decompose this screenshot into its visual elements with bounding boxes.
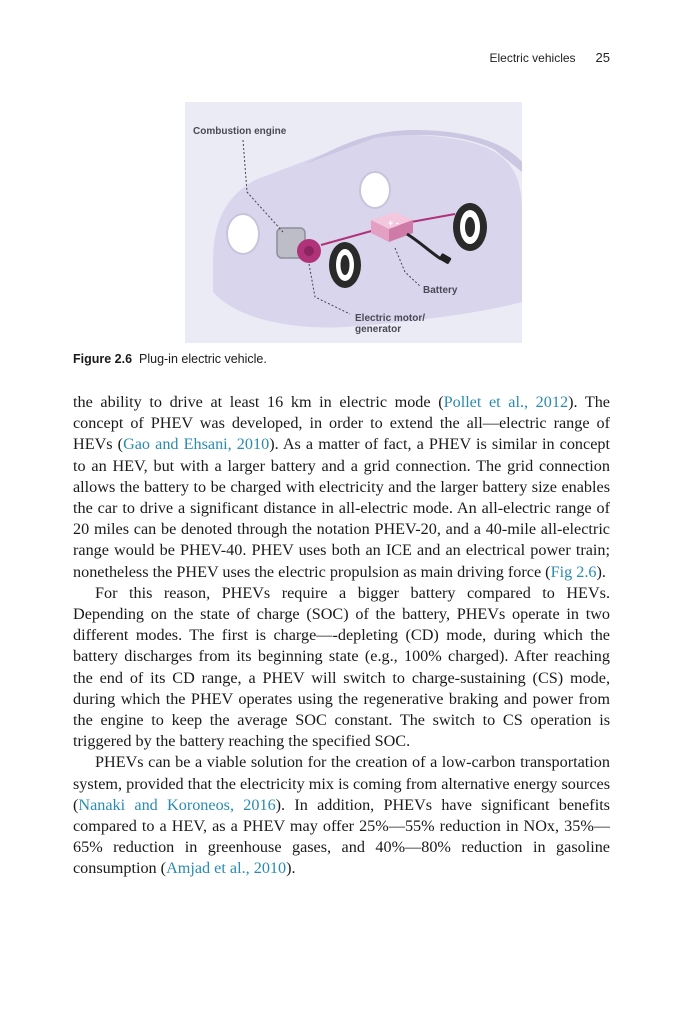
label-electric-motor: Electric motor/ <box>355 313 426 324</box>
figure-2-6 <box>185 102 522 343</box>
paragraph-2: For this reason, PHEVs require a bigger battery compared to HEVs. Depending on the state of charge (SOC) of the battery, PHEVs operate in two different modes. The first is charge—-depleting (CD) mode, during which the battery discharges from its beginning state (e.g., 100% charged). After reaching the end of its CD range, a PHEV will switch to charge-sustaining (CS) mode, during which the PHEV operates using the regenerative braking and power from the engine to keep the average SOC constant. The switch to CS operation is triggered by the battery reaching the specified SOC. <box>73 583 610 751</box>
paragraph-3 <box>73 752 610 879</box>
citation-gao-ehsani-2010[interactable]: Gao and Ehsani, 2010 <box>123 435 270 454</box>
citation-nanaki-koroneos-2016[interactable]: Nanaki and Koroneos, 2016 <box>78 795 276 814</box>
p3-text-2: ). In addition, PHEVs have significant benefits compared to a HEV, as a PHEV may offer 25%—55% reduction in NOx, 35%—65% reduction in greenhouse gases, and 40%—80% reduction in gasoline consumption ( <box>73 795 610 878</box>
rear-wheel <box>360 172 390 208</box>
link-fig-2-6[interactable]: Fig 2.6 <box>550 562 597 581</box>
svg-text:+ -: + - <box>388 218 399 228</box>
figure-caption <box>73 352 267 366</box>
citation-pollet-2012[interactable]: Pollet et al., 2012 <box>443 393 569 411</box>
paragraph-1 <box>73 392 610 583</box>
plug-in-vehicle-illustration <box>185 102 522 343</box>
front-wheel-left <box>227 214 259 254</box>
p3-text-1: PHEVs can be a viable solution for the creation of a low-carbon transportation system, provided that the electricity mix is coming from alternative energy sources ( <box>73 753 610 814</box>
citation-amjad-2010[interactable]: Amjad et al., 2010 <box>166 859 287 878</box>
p3-text-3: ). <box>286 859 296 878</box>
label-combustion-engine: Combustion engine <box>193 126 287 137</box>
header-section-title: Electric vehicles <box>489 51 576 65</box>
p1-text-3: ). As a matter of fact, a PHEV is similar in concept to an HEV, but with a larger battery and a grid connection. The grid connection allows the battery to be charged with electricity and the larger battery size enables the car to drive a significant distance in all-electric mode. An all-electric range of 20 miles can be denoted through the notation PHEV-20, and a 40-mile all-electric range would be PHEV-40. PHEV uses both an ICE and an electrical power train; nonetheless the PHEV uses the electric propulsion as main driving force ( <box>73 435 610 581</box>
running-header <box>490 50 611 65</box>
figure-caption-text: Plug-in electric vehicle. <box>139 352 267 366</box>
p1-text-2: ). The concept of PHEV was developed, in order to extend the all—electric range of HEVs ( <box>73 393 610 454</box>
figure-caption-label: Figure 2.6 <box>73 352 133 366</box>
label-battery: Battery <box>423 285 458 296</box>
page-number: 25 <box>595 50 610 65</box>
p1-text-1: the ability to drive at least 16 km in electric mode ( <box>73 393 444 411</box>
label-generator: generator <box>355 324 402 335</box>
body-text <box>73 392 610 880</box>
p1-text-4: ). <box>596 562 606 581</box>
